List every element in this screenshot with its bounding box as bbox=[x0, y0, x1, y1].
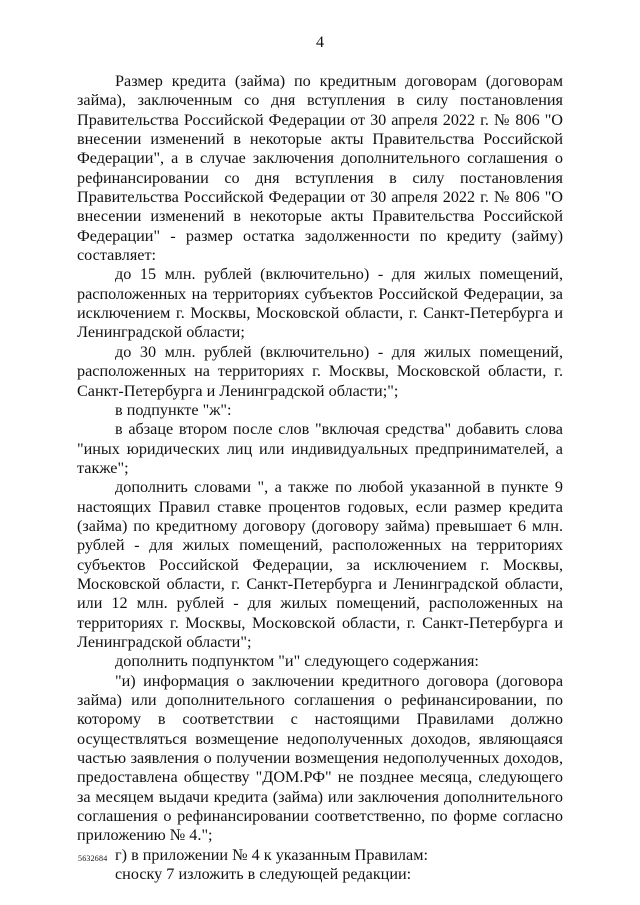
document-body bbox=[77, 72, 563, 884]
paragraph-up-to-15-mln: до 15 млн. рублей (включительно) - для жилых помещений, расположенных на территориях субъектов Российской Федерации, за исключением г. Москвы, Московской области, г. Санкт-Петербурга и Ленинградской области; bbox=[77, 265, 563, 342]
paragraph-up-to-30-mln: до 30 млн. рублей (включительно) - для жилых помещений, расположенных на территориях г. Москвы, Московской области, г. Санкт-Петербурга и Ленинградской области;"; bbox=[77, 342, 563, 400]
paragraph-credit-size-intro: Размер кредита (займа) по кредитным договорам (договорам займа), заключенным со дня вступления в силу постановления Правительства Российской Федерации от 30 апреля 2022 г. № 806 "О внесении изменений в некоторые акты Правительства Российской Федерации", а в случае заключения дополнительного соглашения о рефинансировании со дня вступления в силу постановления Правительства Российской Федерации от 30 апреля 2022 г. № 806 "О внесении изменений в некоторые акты Правительства Российской Федерации" - размер остатка задолженности по кредиту (займу) составляет: bbox=[77, 72, 563, 265]
paragraph-appendix-4: г) в приложении № 4 к указанным Правилам: bbox=[115, 845, 428, 864]
paragraph-add-words: дополнить словами ", а также по любой указанной в пункте 9 настоящих Правил ставке процентов годовых, если размер кредита (займа) по кредитному договору (договору займа) превышает 6 млн. рублей - для жилых помещений, расположенных на территориях субъектов Российской Федерации, за исключением г. Москвы, Московской области, г. Санкт-Петербурга и Ленинградской области, или 12 млн. рублей - для жилых помещений, расположенных на территориях г. Москвы, Московской области, г. Санкт-Петербурга и Ленинградской области"; bbox=[77, 478, 563, 651]
paragraph-second-abzac: в абзаце втором после слов "включая средства" добавить слова "иных юридических лиц или индивидуальных предпринимателей, а также"; bbox=[77, 420, 563, 477]
page-number: 4 bbox=[316, 34, 324, 51]
paragraph-subpoint-i-text: "и) информация о заключении кредитного договора (договора займа) или дополнительного соглашения о рефинансировании, по которому в соответствии с настоящими Правилами должно осуществляться возмещение недополученных доходов, являющаяся частью заявления о получении возмещения недополученных доходов, предоставлена обществу "ДОМ.РФ" не позднее месяца, следующего за месяцем выдачи кредита (займа) или заключения дополнительного соглашения о рефинансировании соответственно, по форме согласно приложению № 4."; bbox=[77, 671, 563, 845]
document-code: 5632684 bbox=[78, 854, 108, 863]
paragraph-subpoint-zh: в подпункте "ж": bbox=[115, 400, 232, 419]
paragraph-footnote-7: сноску 7 изложить в следующей редакции: bbox=[115, 865, 412, 884]
paragraph-add-subpoint-i: дополнить подпунктом "и" следующего содержания: bbox=[115, 652, 479, 671]
